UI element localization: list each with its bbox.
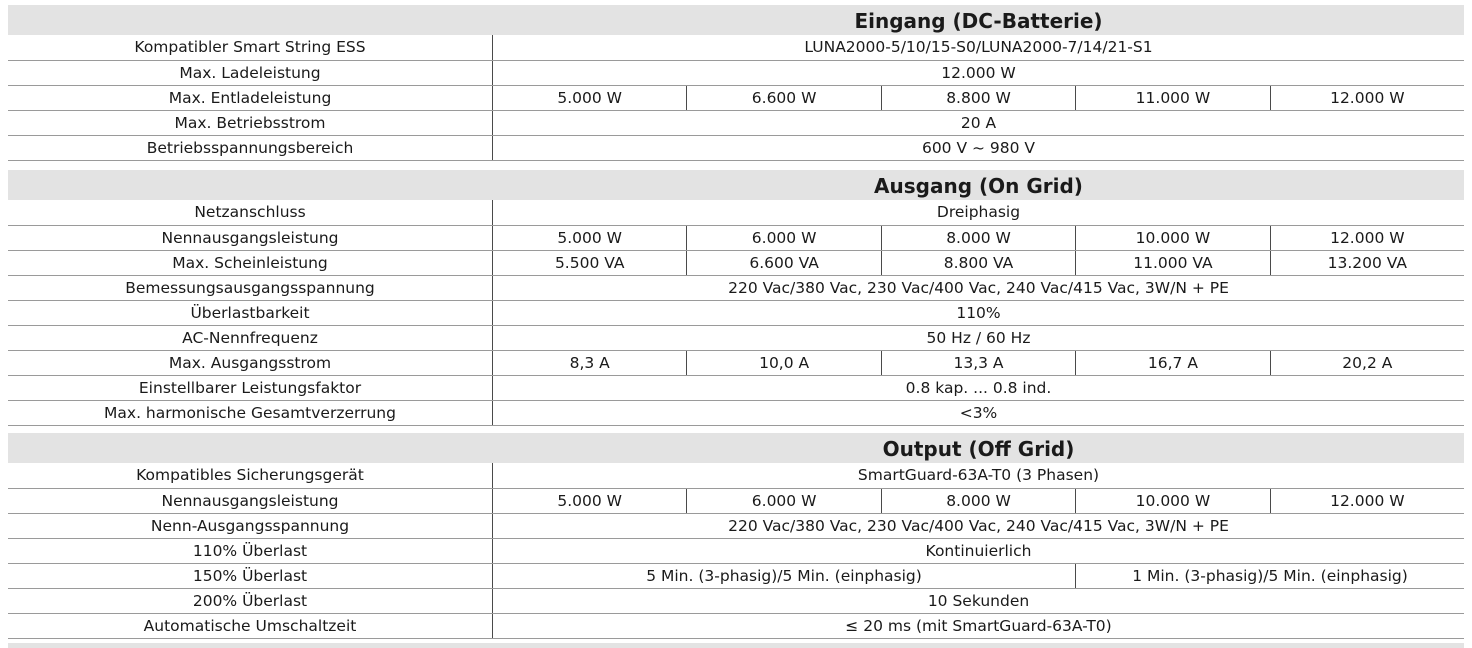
section-off-grid-output bbox=[8, 433, 1464, 639]
table-row bbox=[8, 350, 1464, 375]
row-value: 0.8 kap. ... 0.8 ind. bbox=[905, 379, 1052, 397]
row-value: LUNA2000-5/10/15-S0/LUNA2000-7/14/21-S1 bbox=[804, 38, 1153, 56]
row-value: 6.000 W bbox=[686, 226, 880, 250]
row-value: 5.000 W bbox=[557, 89, 623, 107]
row-value: 110% bbox=[956, 304, 1001, 322]
row-label: Kompatibler Smart String ESS bbox=[8, 35, 493, 60]
section-title: Output (Off Grid) bbox=[882, 437, 1075, 461]
row-value: 20 A bbox=[960, 114, 997, 132]
table-row bbox=[8, 588, 1464, 613]
row-label: Einstellbarer Leistungsfaktor bbox=[8, 376, 493, 400]
row-label: 110% Überlast bbox=[8, 539, 493, 563]
row-value: 16,7 A bbox=[1075, 351, 1269, 375]
row-value: Kontinuierlich bbox=[925, 542, 1032, 560]
table-row bbox=[8, 538, 1464, 563]
table-row bbox=[8, 563, 1464, 588]
section-title: Ausgang (On Grid) bbox=[874, 174, 1083, 198]
row-label: Betriebsspannungsbereich bbox=[8, 136, 493, 160]
row-label: Max. harmonische Gesamtverzerrung bbox=[8, 401, 493, 425]
section-header bbox=[8, 170, 1464, 200]
row-value: 5.000 W bbox=[557, 492, 623, 510]
row-value: Dreiphasig bbox=[936, 203, 1021, 221]
row-value: 8.800 VA bbox=[881, 251, 1075, 275]
table-row bbox=[8, 85, 1464, 110]
row-label: Bemessungsausgangsspannung bbox=[8, 276, 493, 300]
table-row bbox=[8, 200, 1464, 225]
row-value: 12.000 W bbox=[1270, 489, 1464, 513]
table-row bbox=[8, 613, 1464, 639]
row-value: 220 Vac/380 Vac, 230 Vac/400 Vac, 240 Vac/415 Vac, 3W/N + PE bbox=[728, 279, 1229, 297]
section-header bbox=[8, 5, 1464, 35]
row-value: <3% bbox=[959, 404, 998, 422]
row-value: 8,3 A bbox=[569, 354, 610, 372]
table-row bbox=[8, 488, 1464, 513]
row-value: 10 Sekunden bbox=[927, 592, 1030, 610]
next-section-header-strip bbox=[8, 643, 1464, 648]
row-label: Nennausgangsleistung bbox=[8, 226, 493, 250]
row-value: SmartGuard-63A-T0 (3 Phasen) bbox=[857, 466, 1100, 484]
row-label: Nennausgangsleistung bbox=[8, 489, 493, 513]
row-label: 150% Überlast bbox=[8, 564, 493, 588]
row-value: 600 V ~ 980 V bbox=[921, 139, 1036, 157]
row-label: Nenn-Ausgangsspannung bbox=[8, 514, 493, 538]
row-value: 6.600 W bbox=[686, 86, 880, 110]
section-header bbox=[8, 433, 1464, 463]
row-value: 20,2 A bbox=[1270, 351, 1464, 375]
section-dc-battery-input bbox=[8, 5, 1464, 161]
table-row bbox=[8, 325, 1464, 350]
row-label: 200% Überlast bbox=[8, 589, 493, 613]
table-row bbox=[8, 110, 1464, 135]
table-row bbox=[8, 225, 1464, 250]
row-value: 5.500 VA bbox=[554, 254, 625, 272]
row-value: 6.600 VA bbox=[686, 251, 880, 275]
row-value: 13,3 A bbox=[881, 351, 1075, 375]
row-value: 50 Hz / 60 Hz bbox=[926, 329, 1031, 347]
row-label: Überlastbarkeit bbox=[8, 301, 493, 325]
row-value: 220 Vac/380 Vac, 230 Vac/400 Vac, 240 Vac/415 Vac, 3W/N + PE bbox=[728, 517, 1229, 535]
row-value: 12.000 W bbox=[1270, 226, 1464, 250]
row-label: Max. Entladeleistung bbox=[8, 86, 493, 110]
row-value: 12.000 W bbox=[1270, 86, 1464, 110]
table-row bbox=[8, 35, 1464, 60]
table-row bbox=[8, 275, 1464, 300]
table-row bbox=[8, 135, 1464, 161]
row-label: Max. Ausgangsstrom bbox=[8, 351, 493, 375]
row-label: Max. Betriebsstrom bbox=[8, 111, 493, 135]
row-label: Kompatibles Sicherungsgerät bbox=[8, 463, 493, 488]
row-label: Max. Ladeleistung bbox=[8, 61, 493, 85]
table-row bbox=[8, 300, 1464, 325]
row-label: Max. Scheinleistung bbox=[8, 251, 493, 275]
row-value: 10.000 W bbox=[1075, 489, 1269, 513]
row-value: 5.000 W bbox=[557, 229, 623, 247]
row-label: AC-Nennfrequenz bbox=[8, 326, 493, 350]
row-value: 12.000 W bbox=[941, 64, 1016, 82]
row-value: 10,0 A bbox=[686, 351, 880, 375]
row-label: Automatische Umschaltzeit bbox=[8, 614, 493, 638]
row-value: 13.200 VA bbox=[1270, 251, 1464, 275]
table-row bbox=[8, 250, 1464, 275]
table-row bbox=[8, 513, 1464, 538]
section-title: Eingang (DC-Batterie) bbox=[854, 9, 1103, 33]
table-row bbox=[8, 400, 1464, 426]
row-label: Netzanschluss bbox=[8, 200, 493, 225]
row-value: 11.000 W bbox=[1075, 86, 1269, 110]
row-value: 6.000 W bbox=[686, 489, 880, 513]
row-value: 10.000 W bbox=[1075, 226, 1269, 250]
row-value: 1 Min. (3-phasig)/5 Min. (einphasig) bbox=[1075, 564, 1464, 588]
table-row bbox=[8, 375, 1464, 400]
row-value: 8.000 W bbox=[881, 489, 1075, 513]
section-on-grid-output bbox=[8, 170, 1464, 426]
table-row bbox=[8, 463, 1464, 488]
table-row bbox=[8, 60, 1464, 85]
row-value: 8.800 W bbox=[881, 86, 1075, 110]
row-value: 11.000 VA bbox=[1075, 251, 1269, 275]
row-value: 8.000 W bbox=[881, 226, 1075, 250]
row-value: 5 Min. (3-phasig)/5 Min. (einphasig) bbox=[646, 567, 922, 585]
row-value: ≤ 20 ms (mit SmartGuard-63A-T0) bbox=[845, 617, 1112, 635]
